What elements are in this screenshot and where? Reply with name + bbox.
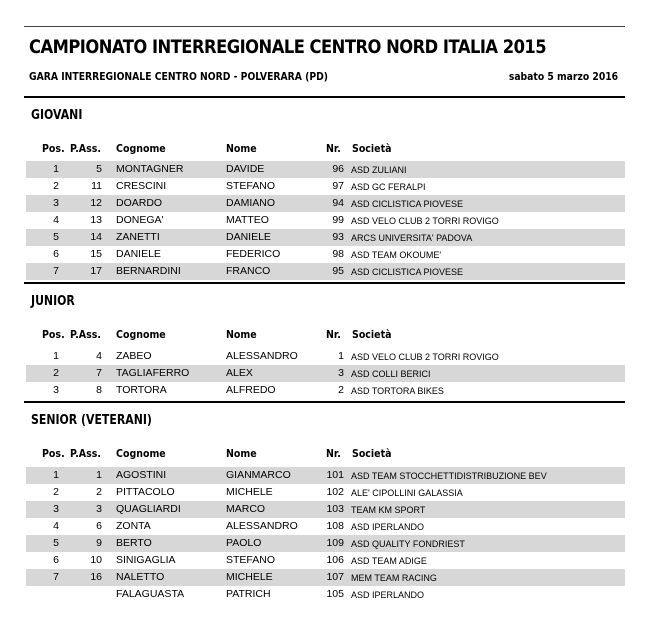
col-cognome: Cognome	[116, 447, 166, 460]
table-row	[26, 382, 625, 399]
cell-nr: 99	[332, 214, 344, 226]
cell-societa: ASD CICLISTICA PIOVESE	[351, 267, 464, 277]
cell-pos: 2	[53, 180, 59, 192]
cell-nr: 105	[326, 588, 344, 600]
col-nr: Nr.	[326, 328, 341, 341]
cell-cognome: TAGLIAFERRO	[116, 367, 190, 379]
section-title-senior: SENIOR (VETERANI)	[31, 413, 152, 428]
table-row	[26, 467, 625, 484]
cell-societa: ASD VELO CLUB 2 TORRI ROVIGO	[351, 352, 499, 362]
table-row	[26, 535, 625, 552]
col-nr: Nr.	[326, 142, 341, 155]
cell-pos: 7	[53, 571, 59, 583]
cell-pos: 6	[53, 554, 59, 566]
cell-societa: MEM TEAM RACING	[351, 573, 437, 583]
cell-cognome: CRESCINI	[116, 180, 167, 192]
cell-cognome: ZANETTI	[116, 231, 160, 243]
cell-cognome: MONTAGNER	[116, 163, 184, 175]
col-pass: P.Ass.	[70, 447, 101, 460]
table-header	[26, 327, 625, 344]
cell-pos: 1	[53, 163, 59, 175]
cell-cognome: SINIGAGLIA	[116, 554, 176, 566]
cell-pass: 8	[96, 384, 102, 396]
table-row	[26, 212, 625, 229]
col-pass: P.Ass.	[70, 142, 101, 155]
cell-pass: 17	[90, 265, 102, 277]
cell-pass: 13	[90, 214, 102, 226]
cell-societa: ASD TEAM ADIGE	[351, 556, 427, 566]
cell-nr: 1	[338, 350, 344, 362]
cell-societa: ASD TEAM STOCCHETTIDISTRIBUZIONE BEV	[351, 471, 547, 481]
cell-societa: ASD VELO CLUB 2 TORRI ROVIGO	[351, 216, 499, 226]
cell-nr: 94	[332, 197, 344, 209]
cell-societa: ASD TEAM OKOUME'	[351, 250, 442, 260]
section-divider	[24, 282, 625, 284]
col-pass: P.Ass.	[70, 328, 101, 341]
cell-nome: FRANCO	[226, 265, 271, 277]
cell-societa: ASD IPERLANDO	[351, 522, 425, 532]
cell-nome: GIANMARCO	[226, 469, 291, 481]
section-title-junior: JUNIOR	[31, 294, 75, 309]
cell-nr: 107	[326, 571, 344, 583]
cell-pass: 7	[96, 367, 102, 379]
table-row	[26, 501, 625, 518]
race-date: sabato 5 marzo 2016	[508, 70, 618, 83]
table-row	[26, 348, 625, 365]
cell-pass: 12	[90, 197, 102, 209]
cell-nome: PAOLO	[226, 537, 262, 549]
cell-nr: 98	[332, 248, 344, 260]
cell-nome: FEDERICO	[226, 248, 281, 260]
cell-cognome: QUAGLIARDI	[116, 503, 181, 515]
cell-societa: ASD CICLISTICA PIOVESE	[351, 199, 464, 209]
cell-pos: 5	[53, 231, 59, 243]
cell-pos: 3	[53, 384, 59, 396]
cell-nr: 2	[338, 384, 344, 396]
cell-pos: 7	[53, 265, 59, 277]
cell-pass: 1	[96, 469, 102, 481]
cell-cognome: NALETTO	[116, 571, 165, 583]
cell-nome: DAVIDE	[226, 163, 265, 175]
cell-nome: STEFANO	[226, 554, 276, 566]
cell-societa: ASD IPERLANDO	[351, 590, 425, 600]
table-header	[26, 141, 625, 158]
table-row	[26, 484, 625, 501]
cell-nome: STEFANO	[226, 180, 276, 192]
cell-nome: MICHELE	[226, 571, 273, 583]
cell-cognome: ZABEO	[116, 350, 152, 362]
cell-cognome: DANIELE	[116, 248, 161, 260]
col-nome: Nome	[226, 447, 257, 460]
cell-pass: 2	[96, 486, 102, 498]
header-divider	[24, 96, 625, 98]
cell-nome: MATTEO	[226, 214, 269, 226]
col-nome: Nome	[226, 328, 257, 341]
cell-cognome: BERNARDINI	[116, 265, 181, 277]
cell-pos: 3	[53, 503, 59, 515]
col-societa: Società	[352, 328, 392, 341]
cell-nr: 96	[332, 163, 344, 175]
cell-pos: 4	[53, 214, 59, 226]
cell-pos: 3	[53, 197, 59, 209]
cell-societa: TEAM KM SPORT	[351, 505, 426, 515]
table-row	[26, 178, 625, 195]
table-row	[26, 569, 625, 586]
cell-nr: 103	[326, 503, 344, 515]
table-row	[26, 365, 625, 382]
cell-nome: DAMIANO	[226, 197, 276, 209]
cell-cognome: TORTORA	[116, 384, 167, 396]
cell-pos: 2	[53, 367, 59, 379]
table-row	[26, 246, 625, 263]
cell-pass: 10	[90, 554, 102, 566]
cell-nome: ALESSANDRO	[226, 520, 298, 532]
cell-nome: PATRICH	[226, 588, 271, 600]
cell-pass: 15	[90, 248, 102, 260]
cell-cognome: BERTO	[116, 537, 152, 549]
col-cognome: Cognome	[116, 328, 166, 341]
cell-nr: 106	[326, 554, 344, 566]
cell-societa: ASD TORTORA BIKES	[351, 386, 444, 396]
cell-nome: DANIELE	[226, 231, 271, 243]
cell-pass: 5	[96, 163, 102, 175]
cell-pos: 4	[53, 520, 59, 532]
cell-nr: 102	[326, 486, 344, 498]
table-header	[26, 446, 625, 463]
cell-cognome: FALAGUASTA	[116, 588, 185, 600]
table-row	[26, 263, 625, 280]
cell-nr: 108	[326, 520, 344, 532]
cell-nome: ALESSANDRO	[226, 350, 298, 362]
cell-societa: ALE' CIPOLLINI GALASSIA	[351, 488, 463, 498]
table-row	[26, 552, 625, 569]
cell-societa: ASD COLLI BERICI	[351, 369, 431, 379]
table-row	[26, 586, 625, 603]
cell-pass: 3	[96, 503, 102, 515]
cell-nr: 101	[326, 469, 344, 481]
cell-pass: 14	[90, 231, 102, 243]
cell-pos: 1	[53, 469, 59, 481]
race-subtitle: GARA INTERREGIONALE CENTRO NORD - POLVERARA (PD)	[29, 70, 329, 83]
cell-nome: MARCO	[226, 503, 266, 515]
cell-cognome: PITTACOLO	[116, 486, 175, 498]
col-pos: Pos.	[42, 142, 65, 155]
cell-cognome: ZONTA	[116, 520, 151, 532]
cell-nome: MICHELE	[226, 486, 273, 498]
col-pos: Pos.	[42, 447, 65, 460]
cell-nome: ALEX	[226, 367, 253, 379]
col-societa: Società	[352, 142, 392, 155]
table-row	[26, 195, 625, 212]
cell-pos: 5	[53, 537, 59, 549]
cell-nr: 93	[332, 231, 344, 243]
cell-societa: ARCS UNIVERSITA' PADOVA	[351, 233, 473, 243]
cell-nome: ALFREDO	[226, 384, 276, 396]
col-nr: Nr.	[326, 447, 341, 460]
cell-pos: 1	[53, 350, 59, 362]
top-border	[24, 26, 625, 27]
cell-pass: 9	[96, 537, 102, 549]
cell-societa: ASD ZULIANI	[351, 165, 407, 175]
cell-pos: 2	[53, 486, 59, 498]
col-cognome: Cognome	[116, 142, 166, 155]
table-row	[26, 229, 625, 246]
col-societa: Società	[352, 447, 392, 460]
cell-pass: 11	[91, 180, 102, 192]
table-row	[26, 518, 625, 535]
cell-nr: 109	[326, 537, 344, 549]
cell-cognome: DOARDO	[116, 197, 163, 209]
cell-societa: ASD QUALITY FONDRIEST	[351, 539, 465, 549]
section-title-giovani: GIOVANI	[31, 108, 83, 123]
document-title: CAMPIONATO INTERREGIONALE CENTRO NORD ITALIA 2015	[29, 36, 547, 58]
cell-nr: 95	[332, 265, 344, 277]
cell-pos: 6	[53, 248, 59, 260]
col-nome: Nome	[226, 142, 257, 155]
cell-cognome: DONEGA'	[116, 214, 164, 226]
cell-cognome: AGOSTINI	[116, 469, 167, 481]
cell-pass: 16	[90, 571, 102, 583]
cell-nr: 97	[332, 180, 344, 192]
section-divider	[24, 401, 625, 403]
cell-societa: ASD GC FERALPI	[351, 182, 426, 192]
cell-pass: 6	[96, 520, 102, 532]
cell-nr: 3	[338, 367, 344, 379]
cell-pass: 4	[96, 350, 102, 362]
table-row	[26, 161, 625, 178]
col-pos: Pos.	[42, 328, 65, 341]
